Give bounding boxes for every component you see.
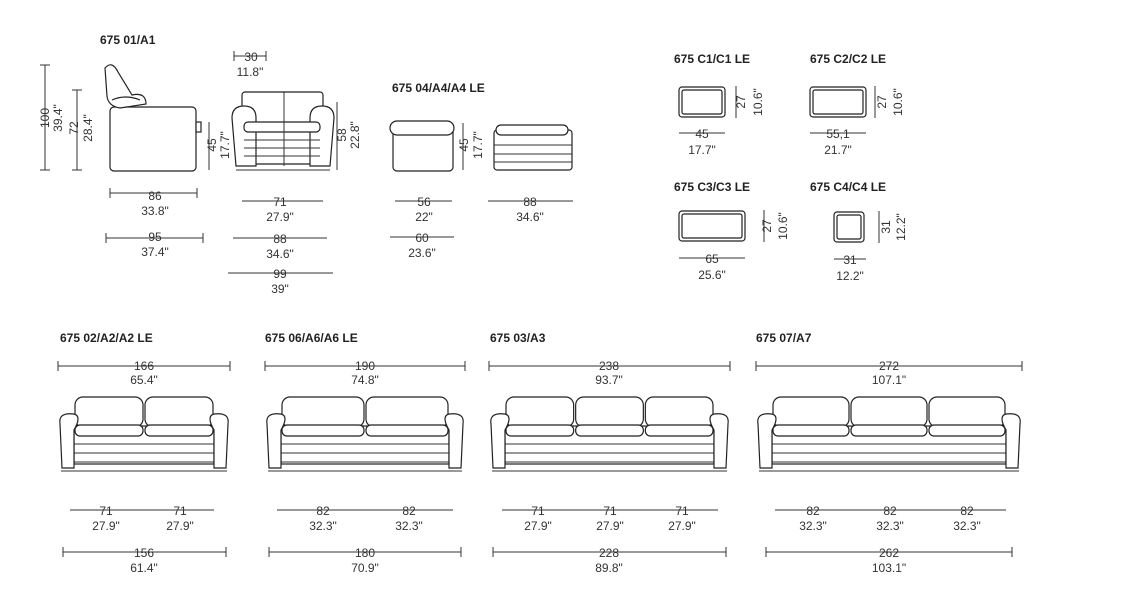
table-c4-w: 31 <box>843 253 857 267</box>
armchair-seat45-in: 17.7" <box>218 131 232 159</box>
armchair-side-view <box>105 65 201 171</box>
armchair-seat45: 45 <box>205 138 219 152</box>
sofa6-back-cushion <box>366 397 448 427</box>
sofa2-inner-in: 61.4" <box>130 561 158 575</box>
sofa7-overall-in: 107.1" <box>871 373 907 387</box>
ottoman-code: 675 04/A4/A4 LE <box>392 81 485 95</box>
ottoman-h45: 45 <box>457 138 471 152</box>
table-c2-h: 27 <box>875 95 889 109</box>
sofa6-seat-a: 82 <box>316 504 330 518</box>
ottoman-h45-in: 17.7" <box>471 131 485 159</box>
table-c3-h: 27 <box>760 219 774 233</box>
sofa2-back-cushion <box>145 397 213 427</box>
armchair-front-view <box>232 92 334 170</box>
armchair-arm30-in: 11.8" <box>236 65 264 79</box>
sofa7-inner-in: 103.1" <box>871 561 907 575</box>
table-c1-w-in: 17.7" <box>688 143 716 157</box>
ottoman-side-view <box>390 121 454 171</box>
sofa2-seat-b: 71 <box>173 504 187 518</box>
sofa3-seat-b-in: 27.9" <box>596 519 624 533</box>
sofa2-seat-b-in: 27.9" <box>166 519 194 533</box>
ottoman-w56: 56 <box>417 195 431 209</box>
sofa6-seat-b-in: 32.3" <box>395 519 423 533</box>
sofa3-back-cushion <box>576 397 644 427</box>
sofa3-seat-cushion <box>576 425 644 436</box>
sofa7-inner: 262 <box>878 546 900 560</box>
sofa2-overall: 166 <box>133 359 155 373</box>
armchair-code: 675 01/A1 <box>100 33 156 47</box>
sofa6-code: 675 06/A6/A6 LE <box>265 331 358 345</box>
table-c1-h: 27 <box>734 95 748 109</box>
ottoman-w88-in: 34.6" <box>516 210 544 224</box>
armchair-w99: 99 <box>273 267 287 281</box>
sofa3-overall: 238 <box>598 359 620 373</box>
sofa2-seat-a: 71 <box>99 504 113 518</box>
table-c3-w-in: 25.6" <box>698 268 726 282</box>
sofa3-code: 675 03/A3 <box>490 331 546 345</box>
armchair-group <box>38 33 362 296</box>
sofa2-seat-cushion <box>145 425 213 436</box>
ottoman-w56-in: 22" <box>415 210 433 224</box>
sofa3-inner: 228 <box>598 546 620 560</box>
armchair-w88-in: 34.6" <box>266 247 294 261</box>
ottoman-w60-in: 23.6" <box>408 246 436 260</box>
sofa3-seat-c-in: 27.9" <box>668 519 696 533</box>
sofa3-back-cushion <box>645 397 713 427</box>
armchair-h72-in: 28.4" <box>81 114 95 142</box>
table-c1-h-in: 10.6" <box>751 88 765 116</box>
table-c4-h-in: 12.2" <box>894 213 908 241</box>
sofa7-seat-c-in: 32.3" <box>953 519 981 533</box>
sofa3-seat-c: 71 <box>675 504 689 518</box>
sofa3-seat-cushion <box>506 425 574 436</box>
table-c4-code: 675 C4/C4 LE <box>810 180 887 194</box>
sofa3-overall-in: 93.7" <box>595 373 623 387</box>
armchair-w95-in: 37.4" <box>141 245 169 259</box>
sofa-row <box>58 331 1022 575</box>
sofa7-seat-cushion <box>929 425 1005 436</box>
sofa7-back-cushion <box>851 397 927 427</box>
sofa6-overall: 190 <box>354 359 376 373</box>
sofa2-overall-in: 65.4" <box>130 373 158 387</box>
sofa7-seat-a: 82 <box>806 504 820 518</box>
armchair-w71: 71 <box>273 195 287 209</box>
sofa2-seat-a-in: 27.9" <box>92 519 120 533</box>
sofa2-seat-cushion <box>75 425 143 436</box>
table-c3-w: 65 <box>705 252 719 266</box>
armchair-h72: 72 <box>67 121 81 135</box>
sofa7-overall: 272 <box>878 359 900 373</box>
sofa7-seat-a-in: 32.3" <box>799 519 827 533</box>
table-c4-h: 31 <box>879 220 893 234</box>
sofa2-inner: 156 <box>133 546 155 560</box>
table-c3-code: 675 C3/C3 LE <box>674 180 751 194</box>
sofa6-back-cushion <box>282 397 364 427</box>
sofa3-inner-in: 89.8" <box>595 561 623 575</box>
table-c4-w-in: 12.2" <box>836 269 864 283</box>
sofa3-seat-a-in: 27.9" <box>524 519 552 533</box>
sofa3-back-cushion <box>506 397 574 427</box>
sofa7-back-cushion <box>929 397 1005 427</box>
table-c2-group <box>810 52 905 157</box>
sofa7-back-cushion <box>773 397 849 427</box>
table-c2-code: 675 C2/C2 LE <box>810 52 887 66</box>
sofa6-inner-in: 70.9" <box>351 561 379 575</box>
sofa7-seat-cushion <box>773 425 849 436</box>
sofa7-code: 675 07/A7 <box>756 331 812 345</box>
table-c3-group <box>674 180 790 282</box>
armchair-w71-in: 27.9" <box>266 210 294 224</box>
armchair-w86-in: 33.8" <box>141 204 169 218</box>
armchair-arm30: 30 <box>244 50 258 64</box>
armchair-h100: 100 <box>38 107 52 129</box>
sofa3-seat-b: 71 <box>603 504 617 518</box>
sofa7-seat-cushion <box>851 425 927 436</box>
table-c2-w-in: 21.7" <box>824 143 852 157</box>
sofa6-seat-cushion <box>366 425 448 436</box>
ottoman-w60: 60 <box>415 231 429 245</box>
table-c1-code: 675 C1/C1 LE <box>674 52 751 66</box>
sofa6-seat-cushion <box>282 425 364 436</box>
sofa6-seat-b: 82 <box>402 504 416 518</box>
sofa2-code: 675 02/A2/A2 LE <box>60 331 153 345</box>
table-c1-group <box>674 52 765 157</box>
armchair-w95: 95 <box>148 230 162 244</box>
sofa7-seat-b-in: 32.3" <box>876 519 904 533</box>
armchair-w99-in: 39" <box>271 282 289 296</box>
sofa3-seat-cushion <box>645 425 713 436</box>
armchair-h58-in: 22.8" <box>348 121 362 149</box>
ottoman-group <box>390 81 573 260</box>
sofa7-seat-c: 82 <box>960 504 974 518</box>
table-c1-w: 45 <box>695 127 709 141</box>
sofa6-overall-in: 74.8" <box>351 373 379 387</box>
armchair-h100-in: 39.4" <box>51 104 65 132</box>
sofa3-seat-a: 71 <box>531 504 545 518</box>
table-c4-group <box>810 180 908 283</box>
armchair-w86: 86 <box>148 189 162 203</box>
sofa7-seat-b: 82 <box>883 504 897 518</box>
table-c3-h-in: 10.6" <box>776 212 790 240</box>
ottoman-front-view <box>494 125 572 170</box>
ottoman-w88: 88 <box>523 195 537 209</box>
sofa2-back-cushion <box>75 397 143 427</box>
sofa6-inner: 180 <box>354 546 376 560</box>
table-c2-w: 55,1 <box>826 127 850 141</box>
armchair-h58: 58 <box>335 128 349 142</box>
armchair-w88: 88 <box>273 232 287 246</box>
table-c2-h-in: 10.6" <box>891 88 905 116</box>
sofa6-seat-a-in: 32.3" <box>309 519 337 533</box>
